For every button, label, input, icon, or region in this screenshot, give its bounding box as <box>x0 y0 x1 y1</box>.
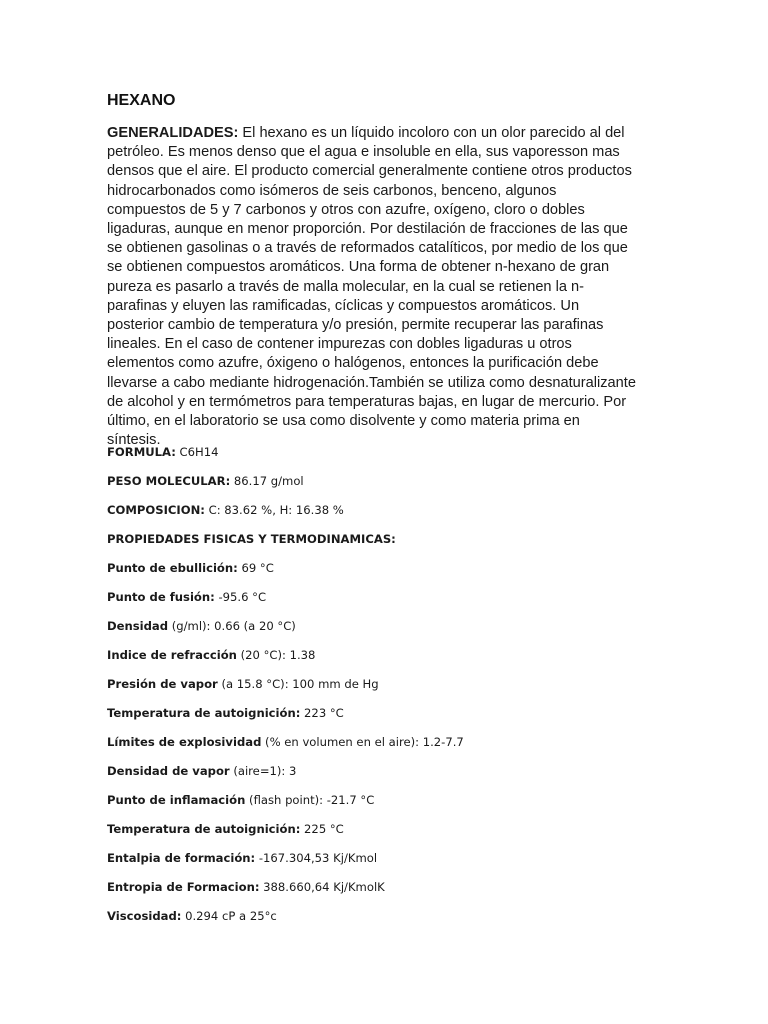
section-heading-propiedades <box>107 529 667 558</box>
property-temperatura-autoignicion <box>107 703 667 732</box>
property-label: Límites de explosividad <box>107 735 262 749</box>
property-label: Viscosidad: <box>107 909 182 923</box>
property-presion-vapor <box>107 674 667 703</box>
property-value: -167.304,53 Kj/Kmol <box>255 851 378 865</box>
property-label: Entropia de Formacion: <box>107 880 260 894</box>
document-title: HEXANO <box>107 92 176 109</box>
property-label: COMPOSICION: <box>107 503 205 517</box>
property-value: (flash point): -21.7 °C <box>245 793 375 807</box>
property-value: 388.660,64 Kj/KmolK <box>259 880 385 894</box>
property-entropia-formacion <box>107 877 667 906</box>
property-label: Densidad <box>107 619 169 633</box>
property-densidad <box>107 616 667 645</box>
property-formula <box>107 442 667 471</box>
property-label: PESO MOLECULAR: <box>107 474 231 488</box>
property-value: C6H14 <box>175 445 219 459</box>
property-value: (g/ml): 0.66 (a 20 °C) <box>168 619 296 633</box>
property-indice-refraccion <box>107 645 667 674</box>
property-label: Punto de fusión: <box>107 590 215 604</box>
property-value: 225 °C <box>300 822 344 836</box>
property-label: Temperatura de autoignición: <box>107 822 301 836</box>
property-temperatura-autoignicion-2 <box>107 819 667 848</box>
property-peso-molecular <box>107 471 667 500</box>
property-composicion <box>107 500 667 529</box>
property-label: Densidad de vapor <box>107 764 230 778</box>
property-label: PROPIEDADES FISICAS Y TERMODINAMICAS: <box>107 532 396 546</box>
property-label: Presión de vapor <box>107 677 218 691</box>
property-value: (aire=1): 3 <box>229 764 297 778</box>
property-label: Punto de inflamación <box>107 793 246 807</box>
property-label: FORMULA: <box>107 445 176 459</box>
property-punto-inflamacion <box>107 790 667 819</box>
property-densidad-vapor <box>107 761 667 790</box>
property-value: C: 83.62 %, H: 16.38 % <box>204 503 344 517</box>
property-value: (a 15.8 °C): 100 mm de Hg <box>217 677 379 691</box>
property-value: 0.294 cP a 25°c <box>181 909 277 923</box>
property-value: 69 °C <box>237 561 274 575</box>
property-value: (% en volumen en el aire): 1.2-7.7 <box>261 735 464 749</box>
property-limites-explosividad <box>107 732 667 761</box>
property-value: -95.6 °C <box>214 590 267 604</box>
property-label: Indice de refracción <box>107 648 237 662</box>
property-punto-fusion <box>107 587 667 616</box>
generalidades-text: El hexano es un líquido incoloro con un olor parecido al del petróleo. Es menos denso que el agua e insoluble en ella, sus vaporesson mas densos que el aire. El producto comercial generalmente contiene otros productos hidrocarbonados como isómeros de seis carbonos, benceno, algunos compuestos de 5 y 7 carbonos y otros con azufre, oxígeno, cloro o dobles ligaduras, aunque en menor proporción. Por destilación de fracciones de las que se obtienen gasolinas o a través de reformados catalíticos, por medio de los que se obtienen compuestos aromáticos. Una forma de obtener n-hexano de gran pureza es pasarlo a través de malla molecular, en la cual se retienen la n-parafinas y eluyen las ramificadas, cíclicas y compuestos aromáticos. Un posterior cambio de temperatura y/o presión, permite recuperar las parafinas lineales. En el caso de contener impurezas con dobles ligaduras u otros elementos como azufre, óxigeno o halógenos, entonces la purificación debe llevarse a cabo mediante hidrogenación.También se utiliza como desnaturalizante de alcohol y en termómetros para temperaturas bajas, en lugar de mercurio. Por último, en el laboratorio se usa como disolvente y como materia prima en síntesis. <box>107 125 636 449</box>
generalidades-label: GENERALIDADES: <box>107 125 239 141</box>
property-value: 86.17 g/mol <box>230 474 304 488</box>
property-value: 223 °C <box>300 706 344 720</box>
property-label: Temperatura de autoignición: <box>107 706 301 720</box>
property-punto-ebullicion <box>107 558 667 587</box>
properties-list <box>107 442 667 935</box>
property-entalpia-formacion <box>107 848 667 877</box>
property-label: Entalpia de formación: <box>107 851 256 865</box>
property-value: (20 °C): 1.38 <box>236 648 316 662</box>
property-label: Punto de ebullición: <box>107 561 238 575</box>
generalidades-paragraph <box>107 124 637 450</box>
property-viscosidad <box>107 906 667 935</box>
